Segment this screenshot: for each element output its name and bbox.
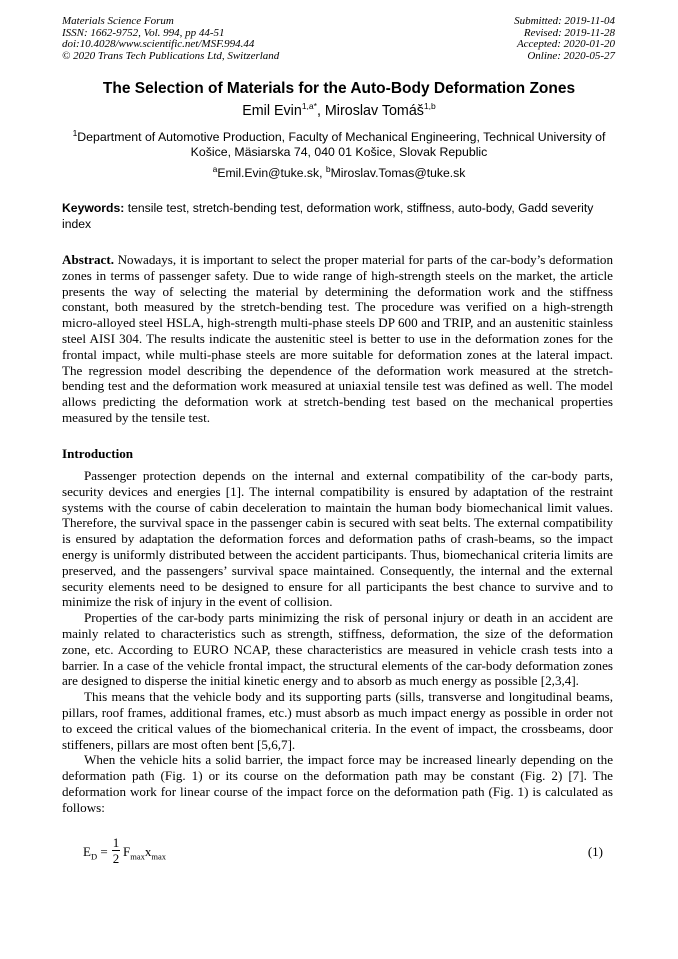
paragraph: Passenger protection depends on the internal and external compatibility of the car-body parts, security devices and energies [1]. The internal compatibility is ensured by adaptation of the restraint systems with the course of cabin deceleration to maintain the human body biomechanical limit values. Therefore, the survival space in the passenger cabin is secured with seat belts. The external compatibility is ensured by adaptation the deformation forces and deformation paths of crash-beams, so the impact energy is uniformly distributed between the accident participants. Thus, biomechanical criteria limits are preserved, and the passengers’ survival space maintained. Consequently, the internal and the external security elements need to be designed to ensure for all participants the best chance to survive and to minimize the risk of injury in the event of collision.: [62, 468, 613, 610]
eq-sub-d: D: [90, 851, 98, 862]
section-heading: Introduction: [62, 446, 134, 461]
eq-sub-xmax: max: [151, 851, 167, 862]
eq-var-x: x: [144, 844, 152, 859]
abstract-text: Nowadays, it is important to select the proper material for parts of the car-body’s deformation zones in terms of passenger safety. Due to wide range of high-strength steels on the market, the article presents the way of selecting the material by determining the deformation work and the stiffness constant, both measured by the stretch-bending test. The procedure was verified on a high-strength micro-alloyed steel HSLA, high-strength multi-phase steels DP 600 and TRIP, and an austenitic stainless steel AISI 304. The results indicate the austenitic steel is better to use in the deformation zones for the frontal impact, while multi-phase steels are more suitable for deformation zones at the lateral impact. The regression model describing the dependence of the deformation work measured at the stretch-bending test and the deformation work measured at uniaxial tensile test was defined as well. The model allows predicting the deformation work at stretch-bending test based on the mechanical properties measured by the tensile test.: [62, 252, 613, 425]
keywords: [62, 200, 613, 232]
journal-info: [62, 16, 279, 62]
email-separator: ,: [319, 166, 326, 180]
doi-line: doi:10.4028/www.scientific.net/MSF.994.44: [62, 38, 255, 51]
paragraph: When the vehicle hits a solid barrier, the impact force may be increased linearly depending on the deformation path (Fig. 1) or its course on the deformation path may be constant (Fig. 2) [7]. The deformation work for linear course of the impact force on the deformation path (Fig. 1) is calculated as follows:: [62, 752, 613, 815]
fraction-denominator: 2: [112, 851, 120, 866]
eq-equals: =: [97, 844, 108, 859]
affiliation: [62, 127, 616, 160]
paragraph: This means that the vehicle body and its supporting parts (sills, transverse and longitudinal beams, pillars, roof frames, additional frames, etc.) must absorb as much impact energy as possible in order not to exceed the critical values of the biomechanical criteria. In the event of impact, the crossbeams, door stiffeners, pillars are most often bent [5,6,7].: [62, 689, 613, 752]
emails: [40, 163, 638, 180]
equation-number: (1): [587, 844, 603, 859]
eq-var-e: E: [83, 844, 91, 859]
authors: [40, 103, 638, 119]
fraction-numerator: 1: [112, 835, 120, 850]
keywords-label: Keywords:: [62, 201, 125, 215]
revised-date: Revised: 2019-11-28: [523, 26, 615, 39]
dates-info: [514, 16, 615, 62]
equation-lhs: [83, 844, 108, 860]
email-b-sup: b: [325, 163, 331, 174]
keywords-text: tensile test, stretch-bending test, deformation work, stiffness, auto-body, Gadd severity index: [62, 201, 594, 231]
abstract-label: Abstract.: [62, 252, 114, 267]
introduction-body: [62, 468, 613, 816]
author-1: Emil Evin: [242, 103, 302, 119]
abstract: [62, 252, 613, 426]
accepted-date: Accepted: 2020-01-20: [516, 38, 615, 51]
journal-name: Materials Science Forum: [62, 15, 174, 27]
email-a-sup: a: [212, 163, 218, 174]
affiliation-sup: 1: [72, 127, 78, 138]
copyright-line: © 2020 Trans Tech Publications Ltd, Switzerland: [62, 49, 280, 62]
email-b[interactable]: Miroslav.Tomas@tuke.sk: [330, 166, 466, 180]
submitted-date: Submitted: 2019-11-04: [514, 15, 615, 27]
equation-fraction: [111, 836, 121, 865]
email-a[interactable]: Emil.Evin@tuke.sk: [217, 166, 320, 180]
affiliation-text: Department of Automotive Production, Faculty of Mechanical Engineering, Technical University of Košice, Mäsiarska 74, 040 01 Košice, Slovak Republic: [77, 130, 606, 159]
issn-line: ISSN: 1662-9752, Vol. 994, pp 44-51: [62, 26, 225, 39]
eq-sub-fmax: max: [130, 851, 145, 862]
online-date: Online: 2020-05-27: [527, 49, 615, 62]
author-2: Miroslav Tomáš: [324, 103, 424, 119]
equation-rhs: [123, 844, 166, 860]
eq-var-f: F: [123, 844, 131, 859]
paper-title: The Selection of Materials for the Auto-Body Deformation Zones: [102, 80, 576, 97]
author-separator: ,: [316, 103, 325, 119]
author-2-sup: 1,b: [423, 101, 436, 112]
author-1-sup: 1,a*: [301, 101, 317, 112]
equation-1: [83, 836, 613, 872]
paragraph: Properties of the car-body parts minimizing the risk of personal injury or death in an accident are mainly related to characteristics such as strength, stiffness, deformation, the size of the deformation zone, etc. According to EURO NCAP, these characteristics are measured in vehicle crash tests into a barrier. In a case of the vehicle frontal impact, the structural elements of the car-body deformation zones are designed to disperse the initial kinetic energy and to absorb as much energy as possible [2,3,4].: [62, 610, 613, 689]
